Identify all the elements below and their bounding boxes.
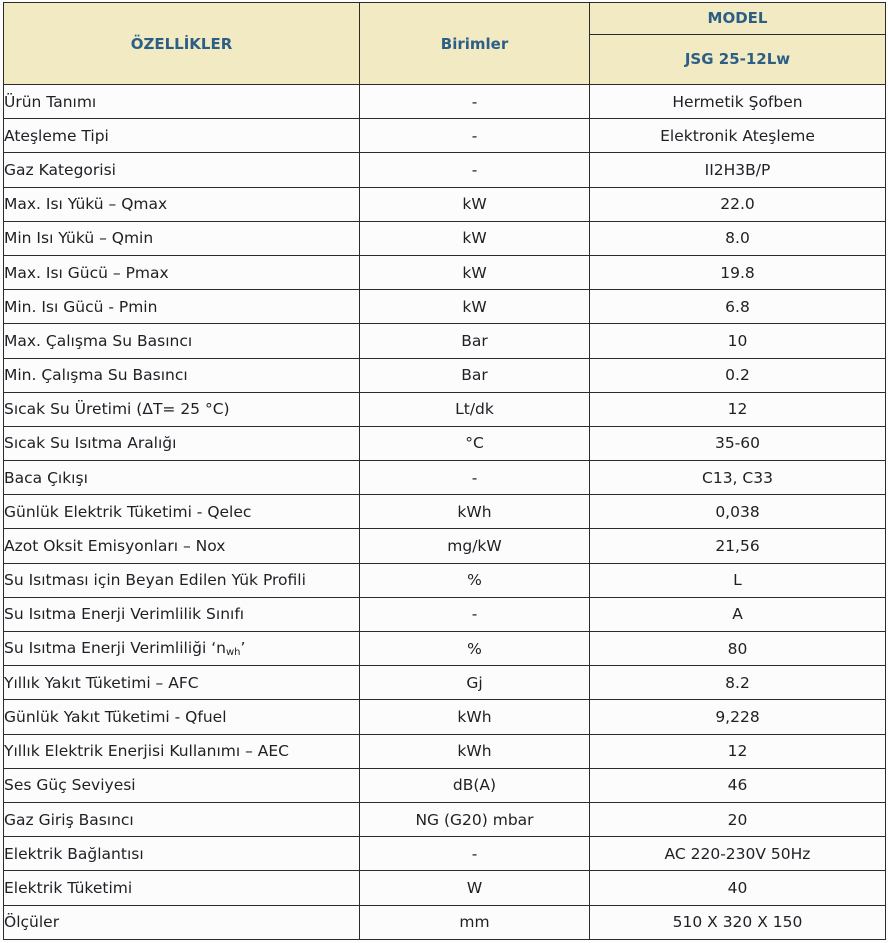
unit-cell: - (360, 837, 590, 871)
feature-label: Günlük Yakıt Tüketimi - Qfuel (4, 707, 227, 726)
table-row (4, 461, 886, 495)
unit-cell: NG (G20) mbar (360, 802, 590, 836)
unit-cell: Bar (360, 324, 590, 358)
feature-label: Su Isıtma Enerji Verimliliği ‘n (4, 639, 226, 658)
feature-subscript: wh (225, 647, 241, 659)
feature-label: Gaz Kategorisi (4, 160, 116, 179)
value-cell: Hermetik Şofben (590, 85, 886, 119)
unit-cell: °C (360, 426, 590, 460)
unit-cell: kWh (360, 700, 590, 734)
feature-cell (4, 119, 360, 153)
feature-label: Max. Çalışma Su Basıncı (4, 331, 193, 350)
feature-cell (4, 529, 360, 563)
feature-cell (4, 324, 360, 358)
feature-cell (4, 187, 360, 221)
table-row (4, 529, 886, 563)
value-cell: 12 (590, 734, 886, 768)
feature-cell (4, 153, 360, 187)
value-cell: 35-60 (590, 426, 886, 460)
value-cell: 12 (590, 392, 886, 426)
table-row (4, 495, 886, 529)
unit-cell: mg/kW (360, 529, 590, 563)
feature-label: Azot Oksit Emisyonları – Nox (4, 537, 226, 556)
specification-table (3, 2, 886, 940)
table-row (4, 905, 886, 939)
table-row (4, 597, 886, 631)
specification-rows (4, 85, 886, 940)
value-cell: 0,038 (590, 495, 886, 529)
feature-label: Yıllık Yakıt Tüketimi – AFC (4, 673, 199, 692)
feature-label: Min Isı Yükü – Qmin (4, 229, 154, 248)
table-row (4, 255, 886, 289)
unit-cell: - (360, 461, 590, 495)
feature-cell (4, 905, 360, 939)
feature-label: Su Isıtması için Beyan Edilen Yük Profili (4, 571, 306, 590)
table-row (4, 426, 886, 460)
table-row (4, 290, 886, 324)
value-cell: 9,228 (590, 700, 886, 734)
unit-cell: % (360, 632, 590, 666)
table-row (4, 119, 886, 153)
unit-cell: - (360, 597, 590, 631)
feature-label: Ürün Tanımı (4, 92, 97, 111)
table-row (4, 324, 886, 358)
feature-label: Elektrik Tüketimi (4, 878, 133, 897)
feature-suffix: ’ (240, 639, 246, 658)
table-row (4, 734, 886, 768)
feature-cell (4, 563, 360, 597)
feature-cell (4, 597, 360, 631)
value-cell: AC 220-230V 50Hz (590, 837, 886, 871)
unit-cell: Bar (360, 358, 590, 392)
table-row (4, 666, 886, 700)
feature-cell (4, 802, 360, 836)
table-row (4, 871, 886, 905)
feature-cell (4, 837, 360, 871)
value-cell: 10 (590, 324, 886, 358)
feature-label: Günlük Elektrik Tüketimi - Qelec (4, 502, 252, 521)
value-cell: C13, C33 (590, 461, 886, 495)
table-row (4, 221, 886, 255)
feature-cell (4, 426, 360, 460)
value-cell: A (590, 597, 886, 631)
feature-cell (4, 768, 360, 802)
table-row (4, 768, 886, 802)
value-cell: 0.2 (590, 358, 886, 392)
table-row (4, 563, 886, 597)
unit-cell: kW (360, 221, 590, 255)
unit-cell: kWh (360, 734, 590, 768)
feature-cell (4, 358, 360, 392)
feature-label: Max. Isı Gücü – Pmax (4, 263, 169, 282)
unit-cell: Gj (360, 666, 590, 700)
feature-label: Ses Güç Seviyesi (4, 776, 136, 795)
unit-cell: mm (360, 905, 590, 939)
feature-label: Baca Çıkışı (4, 468, 88, 487)
table-row (4, 700, 886, 734)
table-row (4, 632, 886, 666)
value-cell: Elektronik Ateşleme (590, 119, 886, 153)
feature-cell (4, 632, 360, 666)
value-cell: 510 X 320 X 150 (590, 905, 886, 939)
unit-cell: kW (360, 290, 590, 324)
unit-cell: - (360, 85, 590, 119)
value-cell: 8.0 (590, 221, 886, 255)
value-cell: 40 (590, 871, 886, 905)
value-cell: 20 (590, 802, 886, 836)
table-row (4, 153, 886, 187)
feature-cell (4, 290, 360, 324)
units-header: Birimler (360, 3, 590, 85)
feature-cell (4, 221, 360, 255)
feature-cell (4, 700, 360, 734)
value-cell: 21,56 (590, 529, 886, 563)
model-name-header: JSG 25-12Lw (590, 34, 886, 84)
feature-label: Min. Çalışma Su Basıncı (4, 366, 188, 385)
feature-cell (4, 495, 360, 529)
features-header: ÖZELLİKLER (4, 3, 360, 85)
feature-label: Max. Isı Yükü – Qmax (4, 195, 168, 214)
table-row (4, 837, 886, 871)
feature-cell (4, 734, 360, 768)
unit-cell: Lt/dk (360, 392, 590, 426)
feature-label: Yıllık Elektrik Enerjisi Kullanımı – AEC (4, 742, 290, 761)
feature-label: Elektrik Bağlantısı (4, 844, 144, 863)
value-cell: II2H3B/P (590, 153, 886, 187)
table-row (4, 85, 886, 119)
unit-cell: dB(A) (360, 768, 590, 802)
unit-cell: kW (360, 187, 590, 221)
unit-cell: - (360, 153, 590, 187)
value-cell: 80 (590, 632, 886, 666)
feature-cell (4, 85, 360, 119)
table-row (4, 392, 886, 426)
table-row (4, 802, 886, 836)
feature-cell (4, 255, 360, 289)
feature-cell (4, 461, 360, 495)
table-row (4, 358, 886, 392)
feature-label: Ateşleme Tipi (4, 126, 109, 145)
value-cell: 8.2 (590, 666, 886, 700)
value-cell: 22.0 (590, 187, 886, 221)
value-cell: 6.8 (590, 290, 886, 324)
value-cell: L (590, 563, 886, 597)
unit-cell: % (360, 563, 590, 597)
value-cell: 19.8 (590, 255, 886, 289)
model-label-header: MODEL (590, 3, 886, 35)
feature-cell (4, 666, 360, 700)
feature-label: Gaz Giriş Basıncı (4, 810, 134, 829)
feature-label: Sıcak Su Isıtma Aralığı (4, 434, 177, 453)
feature-label: Su Isıtma Enerji Verimlilik Sınıfı (4, 605, 245, 624)
unit-cell: kW (360, 255, 590, 289)
table-row (4, 187, 886, 221)
feature-cell (4, 392, 360, 426)
feature-label: Ölçüler (4, 913, 60, 932)
unit-cell: kWh (360, 495, 590, 529)
unit-cell: W (360, 871, 590, 905)
feature-cell (4, 871, 360, 905)
feature-label: Min. Isı Gücü - Pmin (4, 297, 158, 316)
unit-cell: - (360, 119, 590, 153)
value-cell: 46 (590, 768, 886, 802)
feature-label: Sıcak Su Üretimi (ΔT= 25 °C) (4, 400, 230, 419)
